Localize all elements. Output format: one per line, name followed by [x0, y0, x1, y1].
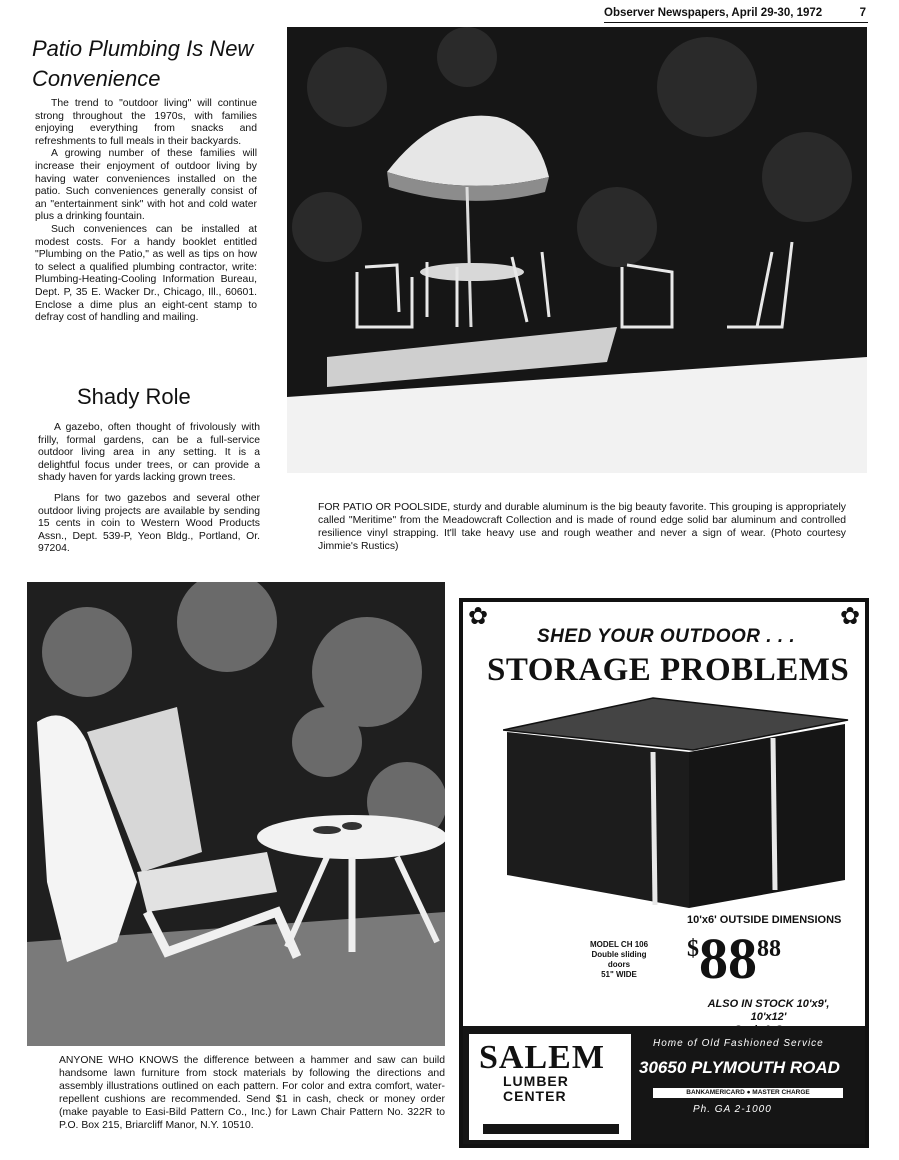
shed-model-info	[583, 940, 655, 980]
patio-furniture-illustration	[287, 27, 867, 473]
article1-paragraph: A growing number of these families will increase their enjoyment of outdoor living by having water conveniences installed on the patio. Such conveniences generally consist of an "entertainment sink" with hot and cold water plus a drinking fountain.	[35, 148, 257, 223]
store-name: SALEM	[479, 1039, 605, 1076]
article2-paragraph: A gazebo, often thought of frivolously with frilly, formal gardens, can be a full-service outdoor living area in any setting. It is a delightful focus under trees, or can provide a shady haven for yards lacking grown trees.	[38, 422, 260, 484]
price-dollar-sign: $	[687, 936, 699, 962]
lawn-chair-photo	[27, 582, 445, 1046]
header-rule	[604, 22, 868, 23]
store-subtitle	[503, 1074, 569, 1104]
shed-price	[687, 928, 781, 990]
accepted-cards: BANKAMERICARD ● MASTER CHARGE	[653, 1088, 843, 1098]
store-address: 30650 PLYMOUTH ROAD	[639, 1058, 840, 1077]
store-slogan: Home of Old Fashioned Service	[653, 1038, 824, 1049]
model-door-type: Double sliding doors	[591, 950, 647, 969]
ad-headline-top: SHED YOUR OUTDOOR . . .	[537, 626, 796, 647]
article2-body	[38, 422, 260, 556]
page-header	[604, 7, 866, 19]
lawn-chair-illustration	[27, 582, 445, 1046]
article1-headline: Patio Plumbing Is New Convenience	[32, 36, 254, 91]
article1-paragraph: Such conveniences can be installed at modest costs. For a handy booklet entitled "Plumbing on the Patio," as well as tips on how to select a qualified plumbing contractor, write: Plumbing-Heating-Cooling Information Bureau, Dept. P, 35 E. Wacker Dr., Chicago, Ill., 60601. Enclose a dime plus an eight-cent stamp to defray cost of handling and mailing.	[35, 223, 257, 324]
price-cents: 88	[757, 936, 781, 962]
store-subtitle-line1: LUMBER	[503, 1073, 569, 1089]
storage-shed-illustration	[503, 690, 851, 912]
other-sizes: ALSO IN STOCK 10'x9', 10'x12'	[707, 998, 830, 1023]
storage-shed-advertisement	[459, 598, 869, 1148]
patio-furniture-photo	[287, 27, 867, 473]
ad-headline-main: STORAGE PROBLEMS	[487, 652, 850, 688]
header-dateline: Observer Newspapers, April 29-30, 1972	[604, 7, 823, 19]
page-number: 7	[859, 7, 866, 19]
patio-photo-caption: FOR PATIO OR POOLSIDE, sturdy and durable aluminum is the big beauty favorite. This grouping is appropriately called "Meritime" from the Meadowcraft Collection and is made of round edge solid bar aluminum and controlled resilience vinyl strapping. It'll take heavy use and rough weather and never a sign of wear. (Photo courtesy Jimmie's Rustics)	[318, 502, 846, 552]
store-logo-ribbon	[483, 1124, 619, 1134]
price-dollars: 88	[699, 926, 757, 991]
store-banner	[463, 1026, 865, 1144]
store-subtitle-line2: CENTER	[503, 1088, 567, 1104]
article1-body	[35, 98, 257, 325]
model-door-width: 51" WIDE	[601, 970, 637, 979]
article1-paragraph: The trend to "outdoor living" will continue strong throughout the 1970s, with families enjoying everything from snacks and refreshments to full meals in their backyards.	[35, 98, 257, 147]
store-phone: Ph. GA 2-1000	[693, 1104, 772, 1115]
article2-headline: Shady Role	[77, 384, 191, 409]
flower-ornament-icon: ✿	[839, 603, 861, 630]
flower-ornament-icon: ✿	[467, 603, 489, 630]
article2-paragraph: Plans for two gazebos and several other outdoor living projects are available by sending 15 cents in coin to Western Wood Products Assn., Dept. 539-P, Yeon Bldg., Portland, Or. 97204.	[38, 492, 260, 555]
model-number: MODEL CH 106	[589, 940, 649, 949]
store-logo	[469, 1034, 631, 1140]
shed-dimensions: 10'x6' OUTSIDE DIMENSIONS	[687, 914, 842, 926]
lawn-chair-caption: ANYONE WHO KNOWS the difference between a hammer and saw can build handsome lawn furniture from stock materials by following the directions and assembly illustrations outlined on each pattern. For color and extra comfort, water-repellent cushions are recommended. Send $1 in cash, check or money order (make payable to Easi-Bild Pattern Co., Inc.) for Lawn Chair Pattern No. 322R to P.O. Box 215, Briarcliff Manor, N.Y. 10510.	[59, 1055, 445, 1131]
